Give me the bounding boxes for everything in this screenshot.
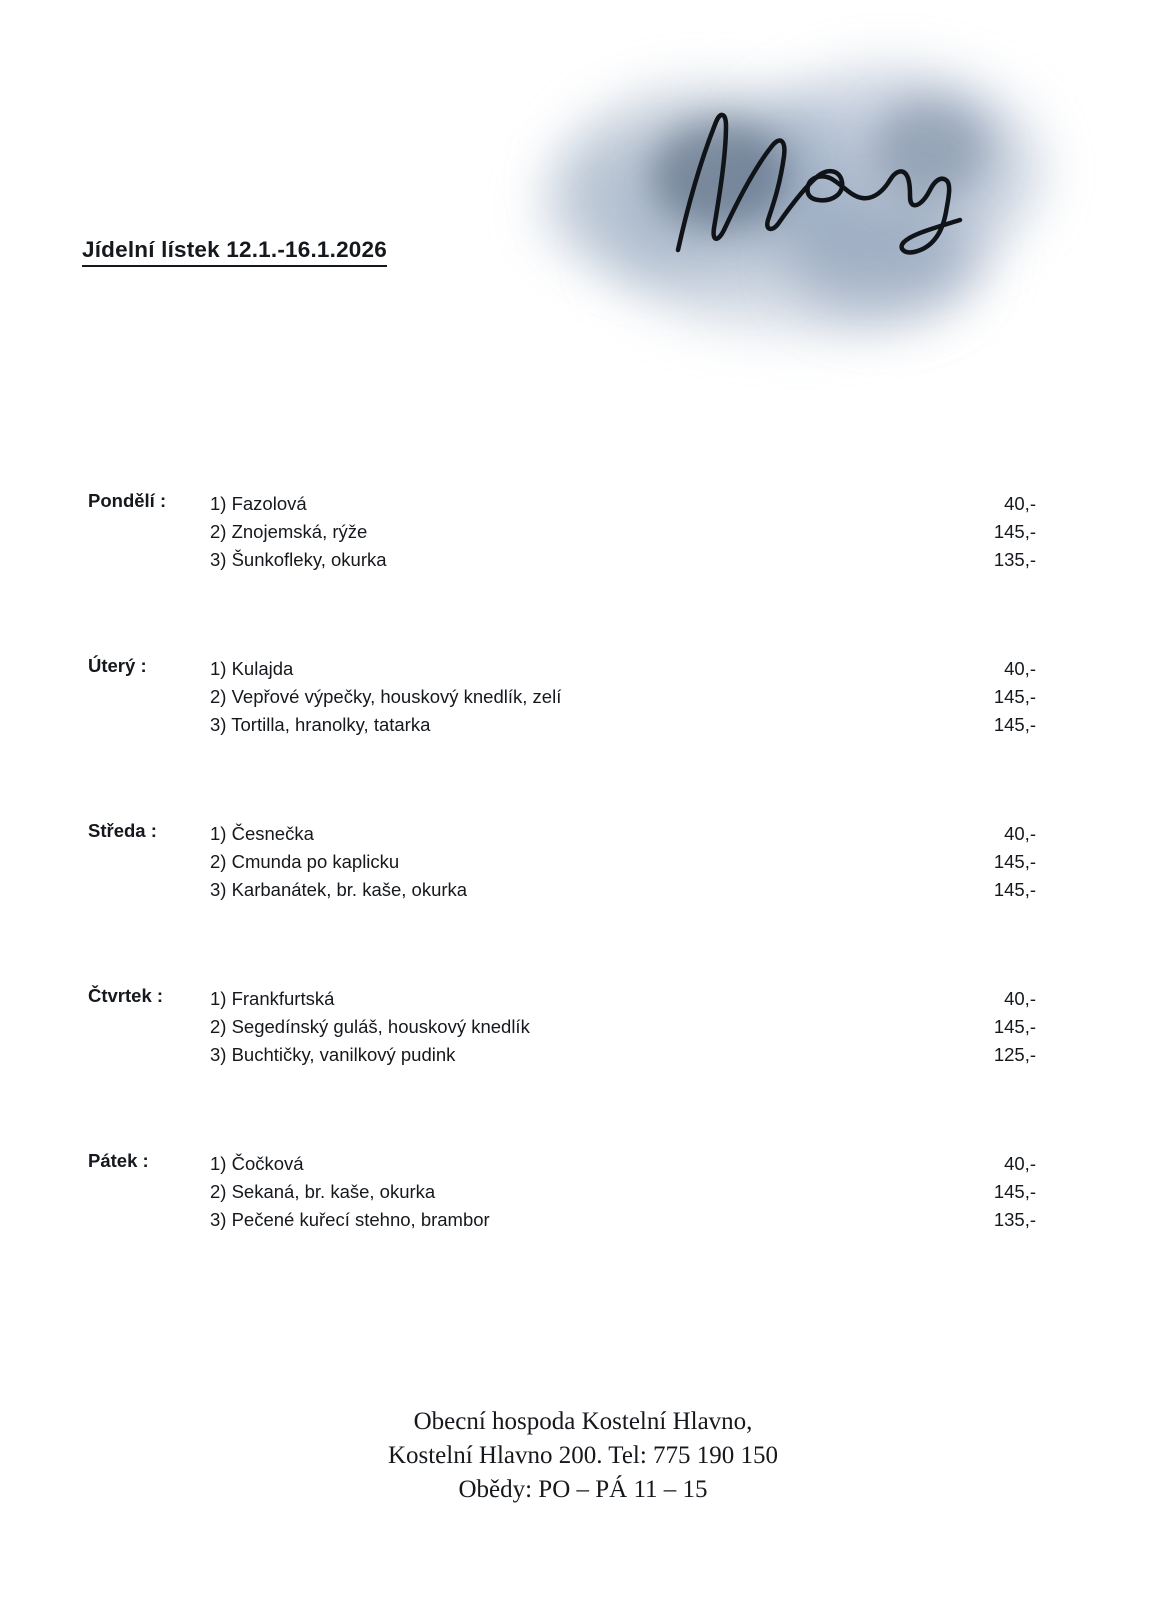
footer [0, 1405, 1166, 1506]
day-items [210, 655, 1036, 739]
menu-item-price: 40,- [1004, 988, 1036, 1009]
menu-item [210, 848, 1036, 876]
day-block [0, 820, 1166, 985]
menu-item [210, 711, 1036, 739]
menu-item-price: 145,- [993, 879, 1036, 900]
menu-item-price: 145,- [993, 686, 1036, 707]
menu-item-text: 3) Karbanátek, br. kaše, okurka [210, 879, 468, 900]
menu-item-text: 2) Vepřové výpečky, houskový knedlík, zelí [210, 686, 562, 707]
menu-item [210, 518, 1036, 546]
day-label: Středa : [88, 820, 157, 841]
menu-item-price: 40,- [1004, 1153, 1036, 1174]
menu-item-text: 1) Čočková [210, 1153, 304, 1174]
menu-list [0, 490, 1166, 1315]
menu-item-text: 1) Frankfurtská [210, 988, 335, 1009]
menu-item [210, 1041, 1036, 1069]
menu-item [210, 985, 1036, 1013]
menu-item-text: 1) Kulajda [210, 658, 294, 679]
menu-item-text: 2) Sekaná, br. kaše, okurka [210, 1181, 436, 1202]
menu-item-price: 145,- [993, 714, 1036, 735]
menu-item-text: 3) Pečené kuřecí stehno, brambor [210, 1209, 490, 1230]
menu-item-text: 3) Šunkofleky, okurka [210, 549, 387, 570]
menu-item-price: 145,- [993, 1181, 1036, 1202]
menu-item-text: 3) Tortilla, hranolky, tatarka [210, 714, 431, 735]
day-block [0, 655, 1166, 820]
menu-item-text: 2) Znojemská, rýže [210, 521, 368, 542]
day-items [210, 985, 1036, 1069]
day-block [0, 1150, 1166, 1315]
menu-item-text: 1) Fazolová [210, 493, 307, 514]
menu-item-text: 2) Cmunda po kaplicku [210, 851, 400, 872]
day-label: Pondělí : [88, 490, 167, 511]
menu-item-price: 40,- [1004, 658, 1036, 679]
page-title: Jídelní lístek 12.1.-16.1.2026 [82, 237, 387, 267]
day-label: Čtvrtek : [88, 985, 164, 1006]
menu-item-price: 145,- [993, 521, 1036, 542]
day-label: Úterý : [88, 655, 147, 676]
menu-item-price: 40,- [1004, 493, 1036, 514]
footer-line-restaurant: Obecní hospoda Kostelní Hlavno, [413, 1408, 753, 1435]
menu-item-price: 40,- [1004, 823, 1036, 844]
day-items [210, 490, 1036, 574]
day-items [210, 820, 1036, 904]
day-label: Pátek : [88, 1150, 149, 1171]
menu-script-icon [660, 100, 990, 260]
menu-item-price: 145,- [993, 1016, 1036, 1037]
menu-item [210, 655, 1036, 683]
menu-item-text: 1) Česnečka [210, 823, 314, 844]
menu-item [210, 683, 1036, 711]
menu-item [210, 1150, 1036, 1178]
menu-item-text: 2) Segedínský guláš, houskový knedlík [210, 1016, 530, 1037]
day-block [0, 985, 1166, 1150]
menu-item [210, 820, 1036, 848]
menu-item-price: 145,- [993, 851, 1036, 872]
menu-item-text: 3) Buchtičky, vanilkový pudink [210, 1044, 456, 1065]
menu-item [210, 546, 1036, 574]
menu-item-price: 135,- [993, 1209, 1036, 1230]
menu-item [210, 1013, 1036, 1041]
footer-line-address-phone: Kostelní Hlavno 200. Tel: 775 190 150 [387, 1441, 779, 1469]
day-block [0, 490, 1166, 655]
menu-item-price: 125,- [993, 1044, 1036, 1065]
day-items [210, 1150, 1036, 1234]
watercolor-logo-decoration [540, 60, 1060, 350]
footer-line-hours: Obědy: PO – PÁ 11 – 15 [458, 1475, 708, 1503]
menu-item-price: 135,- [993, 549, 1036, 570]
menu-item [210, 490, 1036, 518]
menu-item [210, 1178, 1036, 1206]
menu-item [210, 876, 1036, 904]
menu-item [210, 1206, 1036, 1234]
